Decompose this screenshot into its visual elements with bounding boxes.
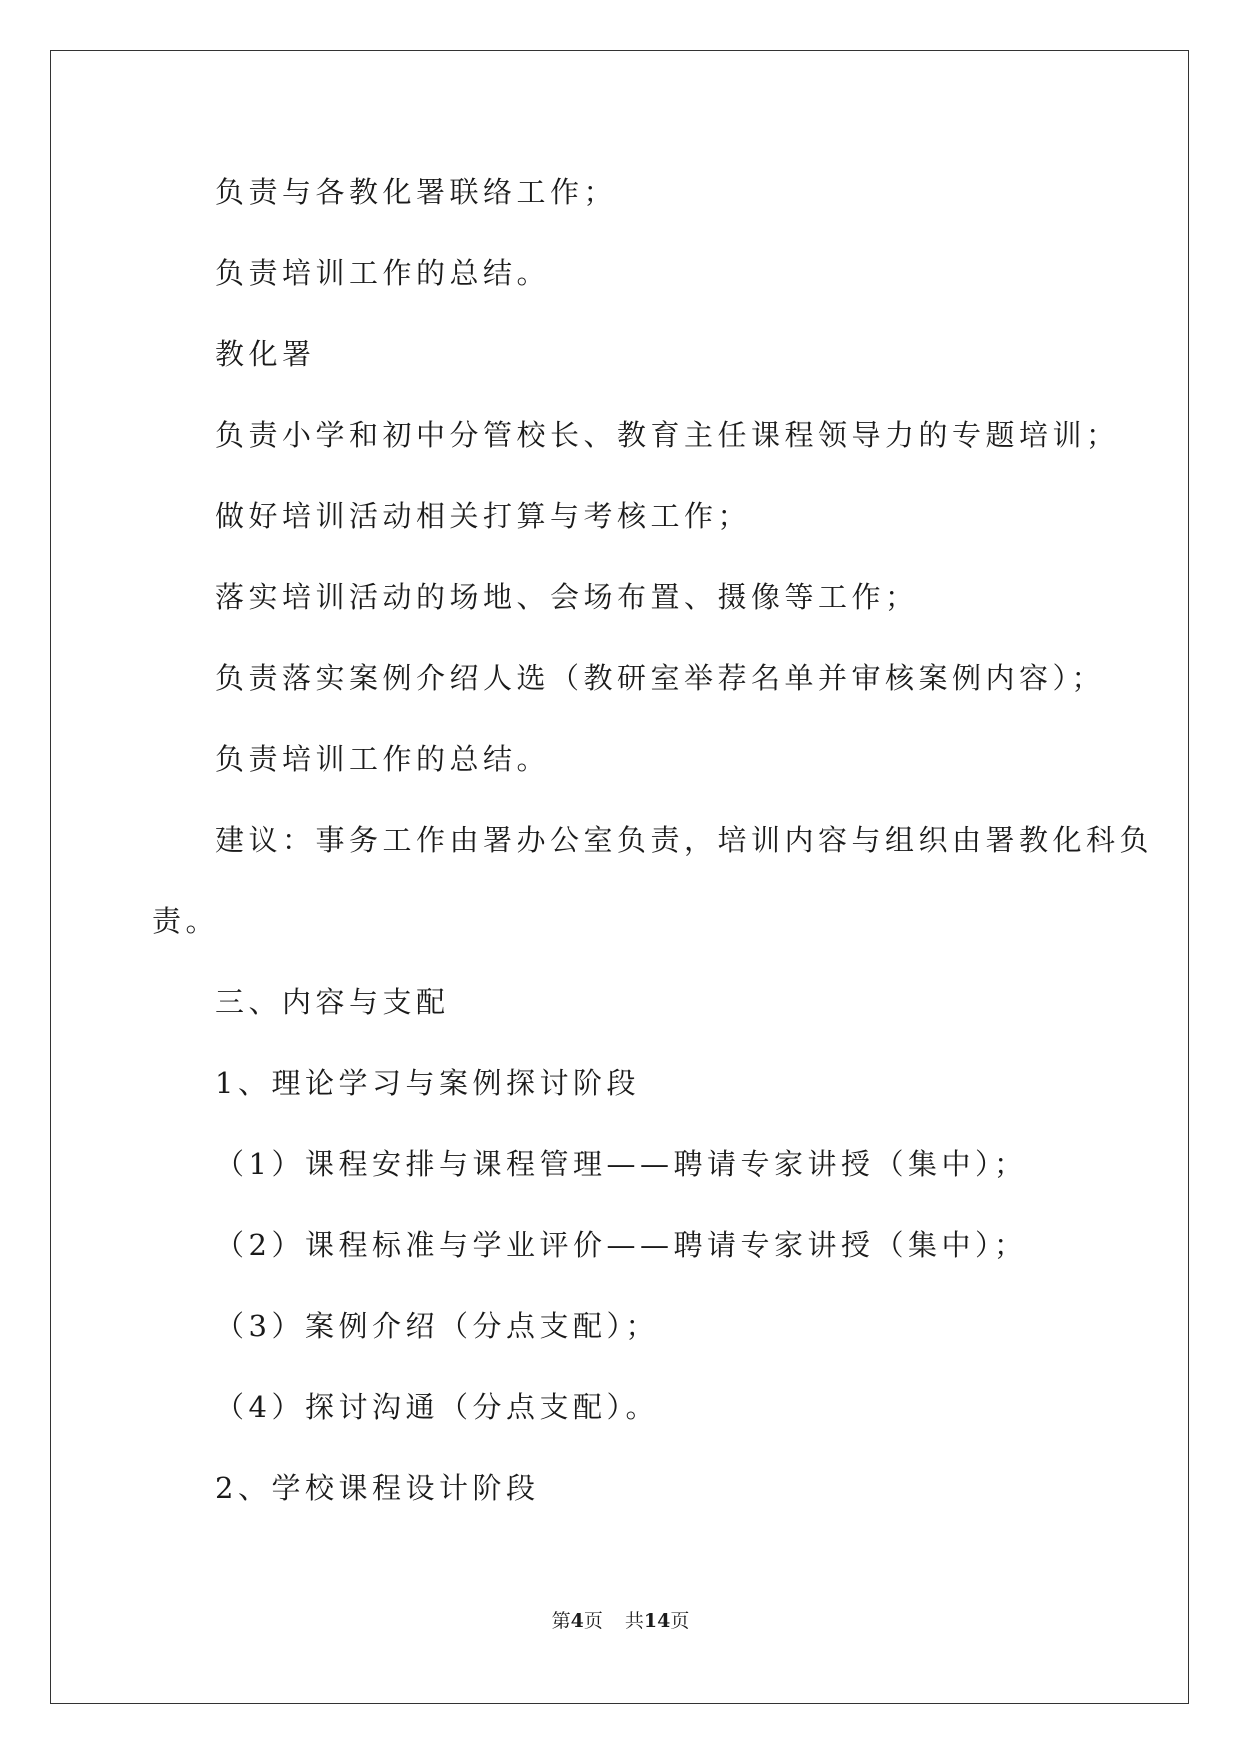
subheading-theory-stage: 1、理论学习与案例探讨阶段 bbox=[215, 1066, 640, 1100]
total-suffix: 页 bbox=[670, 1610, 690, 1632]
list-item-3: （3）案例介绍（分点支配）； bbox=[215, 1309, 659, 1343]
page-border bbox=[50, 50, 1189, 1704]
paragraph-special-training: 负责小学和初中分管校长、教育主任课程领导力的专题培训； bbox=[215, 418, 1120, 452]
page-total-number: 14 bbox=[643, 1610, 671, 1632]
page-current-number: 4 bbox=[570, 1610, 584, 1632]
paragraph-case-presenters: 负责落实案例介绍人选（教研室举荐名单并审核案例内容）； bbox=[215, 661, 1106, 695]
page-footer bbox=[0, 1609, 1241, 1633]
paragraph-assessment: 做好培训活动相关打算与考核工作； bbox=[215, 499, 752, 533]
list-item-4: （4）探讨沟通（分点支配）。 bbox=[215, 1390, 659, 1424]
list-item-1: （1）课程安排与课程管理——聘请专家讲授（集中）； bbox=[215, 1147, 1028, 1181]
subheading-design-stage: 2、学校课程设计阶段 bbox=[215, 1471, 540, 1505]
page-suffix: 页 bbox=[583, 1610, 603, 1632]
section-heading-content: 三、内容与支配 bbox=[215, 985, 450, 1019]
paragraph-suggestion-continued: 责。 bbox=[152, 904, 220, 938]
paragraph-venue: 落实培训活动的场地、会场布置、摄像等工作； bbox=[215, 580, 919, 614]
total-prefix: 共 bbox=[624, 1610, 644, 1632]
paragraph-suggestion: 建议：事务工作由署办公室负责，培训内容与组织由署教化科负 bbox=[215, 823, 1154, 857]
list-item-2: （2）课程标准与学业评价——聘请专家讲授（集中）； bbox=[215, 1228, 1028, 1262]
paragraph-liaison: 负责与各教化署联络工作； bbox=[215, 175, 618, 209]
page-prefix: 第 bbox=[551, 1610, 571, 1632]
section-heading-education-office: 教化署 bbox=[215, 337, 316, 371]
paragraph-summary-2: 负责培训工作的总结。 bbox=[215, 742, 551, 776]
paragraph-summary-1: 负责培训工作的总结。 bbox=[215, 256, 551, 290]
